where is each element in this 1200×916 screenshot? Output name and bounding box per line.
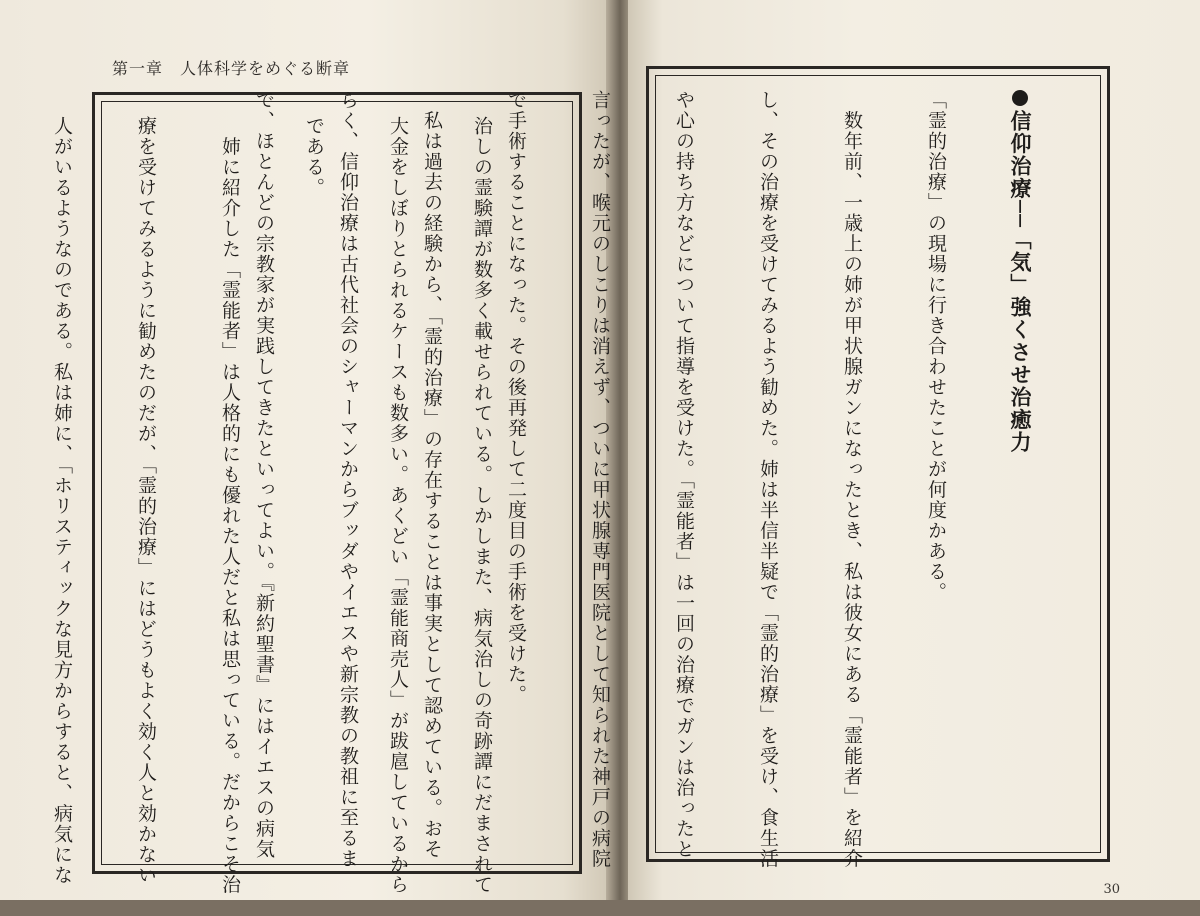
section-heading bbox=[1006, 90, 1034, 852]
body-line: で、ほとんどの宗教家が実践してきたといってよい。『新約聖書』にはイエスの病気 bbox=[253, 90, 275, 860]
bullet-icon bbox=[1012, 90, 1028, 106]
body-line: 療を受けてみるように勧めたのだが、「霊的治療」にはどうもよく効く人と効かない bbox=[135, 116, 157, 886]
body-line: や心の持ち方などについて指導を受けた。「霊能者」は一回の治療でガンは治ったと bbox=[673, 90, 695, 860]
body-line: 治しの霊験譚が数多く載せられている。しかしまた、病気治しの奇跡譚にだまされて bbox=[471, 116, 493, 895]
body-line: し、その治療を受けてみるよう勧めた。姉は半信半疑で「霊的治療」を受け、食生活 bbox=[757, 90, 779, 869]
body-line: 大金をしぼりとられるケースも数多い。あくどい「霊能商売人」が跋扈しているから bbox=[387, 116, 409, 895]
page-number: 30 bbox=[1103, 882, 1120, 897]
body-line: 姉に紹介した「霊能者」は人格的にも優れた人だと私は思っている。だからこそ治 bbox=[219, 116, 241, 895]
body-line: 私は過去の経験から、「霊的治療」の存在することは事実として認めている。おそ bbox=[421, 90, 443, 860]
body-line: 数年前、一歳上の姉が甲状腺ガンになったとき、私は彼女にある「霊能者」を紹介 bbox=[841, 90, 863, 869]
body-line: 言ったが、喉元のしこりは消えず、ついに甲状腺専門医院として知られた神戸の病院 bbox=[589, 90, 611, 869]
body-line: である。 bbox=[303, 116, 325, 198]
running-head: 第一章 人体科学をめぐる断章 bbox=[112, 59, 351, 78]
section-heading-text: 信仰治療──「気」強くさせ治癒力 bbox=[1008, 110, 1033, 454]
body-line: らく、信仰治療は古代社会のシャーマンからブッダやイエスや新宗教の教祖に至るま bbox=[337, 90, 359, 869]
body-line: 人がいるようなのである。私は姉に、「ホリスティックな見方からすると、病気にな bbox=[51, 116, 73, 886]
body-line: で手術することになった。その後再発して二度目の手術を受けた。 bbox=[505, 90, 527, 705]
body-line: 「霊的治療」の現場に行き合わせたことが何度かある。 bbox=[925, 90, 947, 603]
